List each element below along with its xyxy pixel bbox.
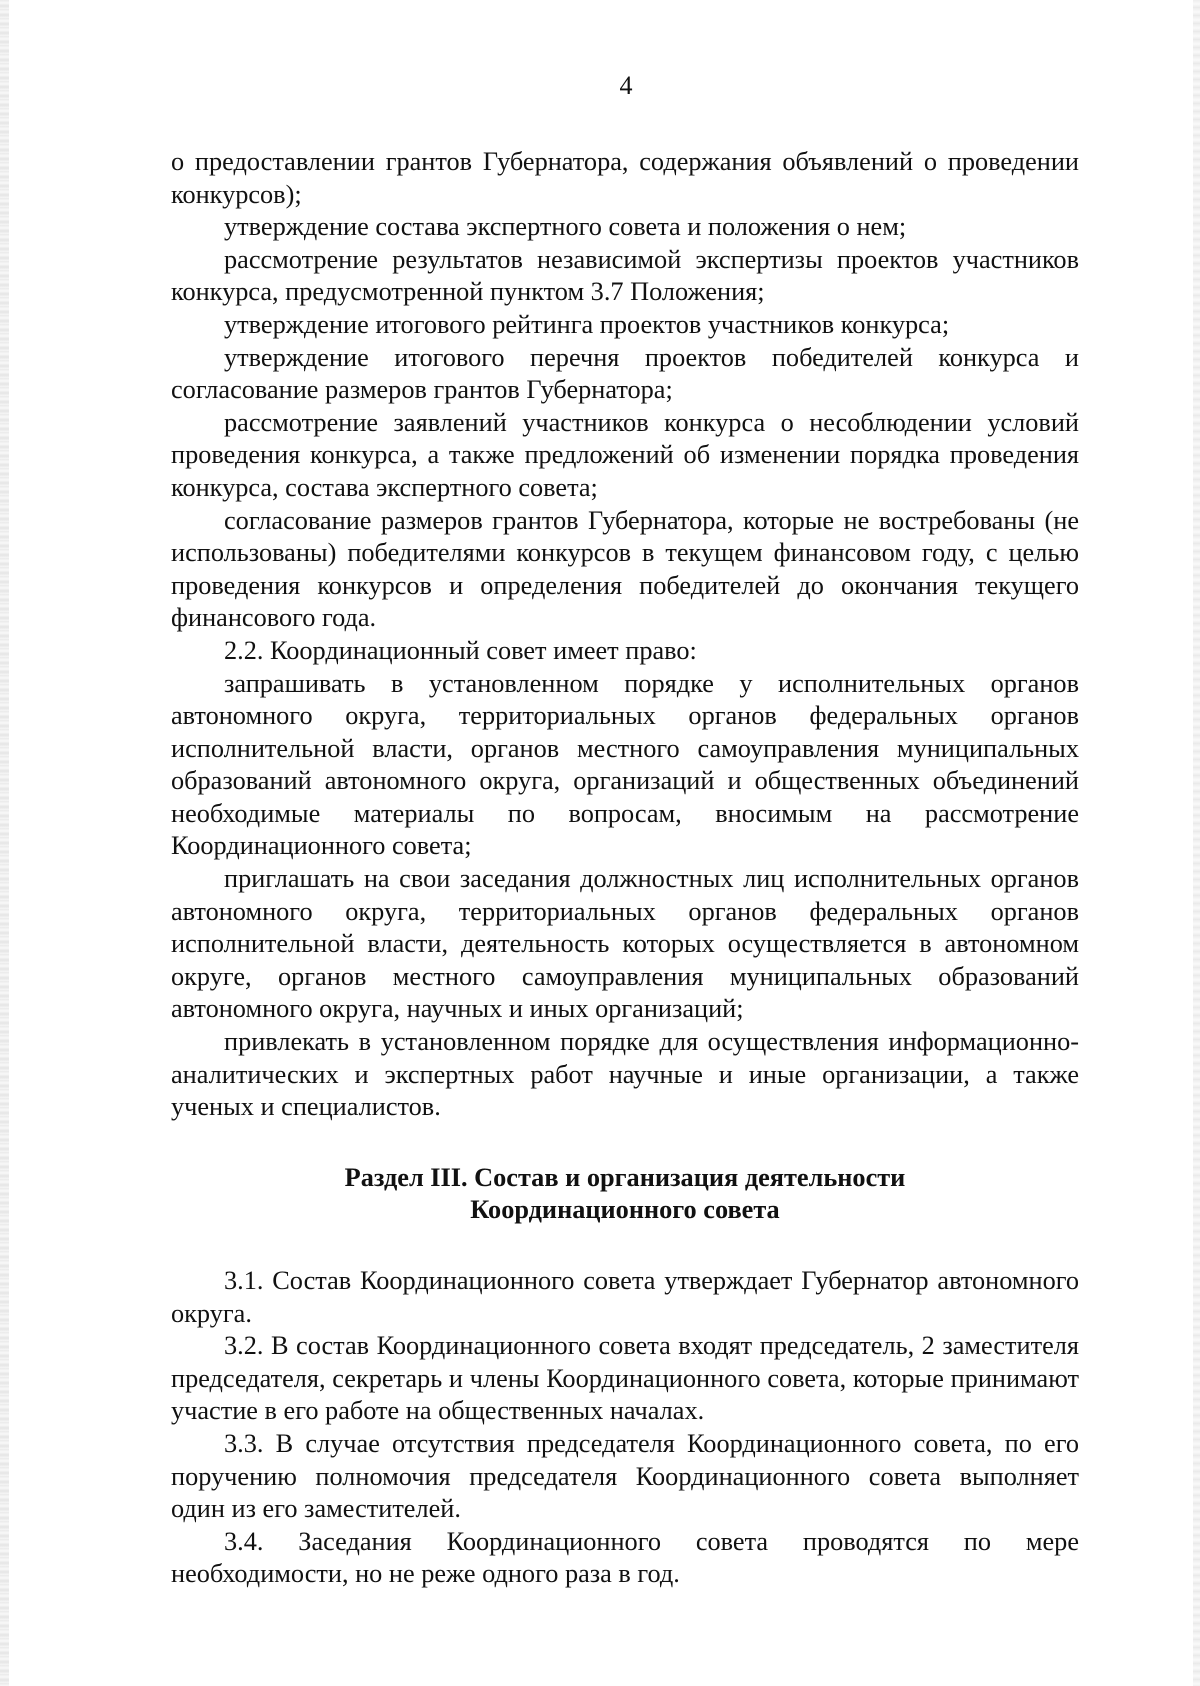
paragraph: согласование размеров грантов Губернатора, которые не востребованы (не использованы) победителями конкурсов в текущем финансовом году, с целью проведения конкурсов и определения победителей до окончания текущего финансового года. <box>171 505 1079 633</box>
paragraph: рассмотрение результатов независимой экспертизы проектов участников конкурса, предусмотренной пунктом 3.7 Положения; <box>171 244 1079 307</box>
paragraph-clause-3-2: 3.2. В состав Координационного совета входят председатель, 2 заместителя председателя, секретарь и члены Координационного совета, которые принимают участие в его работе на общественных началах. <box>171 1331 1079 1426</box>
paragraph: привлекать в установленном порядке для осуществления информационно-аналитических и экспертных работ научные и иные организации, а также ученых и специалистов. <box>171 1027 1079 1122</box>
paragraph-clause-3-3: 3.3. В случае отсутствия председателя Координационного совета, по его поручению полномочия председателя Координационного совета выполняет один из его заместителей. <box>171 1428 1079 1524</box>
paragraph-clause-2-2: 2.2. Координационный совет имеет право: <box>224 635 697 665</box>
paragraph-clause-3-1: 3.1. Состав Координационного совета утверждает Губернатор автономного округа. <box>171 1266 1079 1328</box>
section-heading <box>171 1162 1079 1227</box>
paragraph: утверждение итогового рейтинга проектов участников конкурса; <box>224 309 950 339</box>
scan-edge-left <box>0 0 9 1686</box>
paragraph-clause-3-4: 3.4. Заседания Координационного совета проводятся по мере необходимости, но не реже одного раза в год. <box>171 1526 1079 1589</box>
paragraph-continuation: о предоставлении грантов Губернатора, содержания объявлений о проведении конкурсов); <box>171 147 1079 209</box>
section-heading-line-2: Координационного совета <box>470 1195 780 1225</box>
document-body <box>171 146 1079 1591</box>
paragraph: приглашать на свои заседания должностных лиц исполнительных органов автономного округа, территориальных органов федеральных органов исполнительной власти, деятельность которых осуществляется в автономном округе, органов местного самоуправления муниципальных образований автономного округа, научных и иных организаций; <box>171 864 1079 1024</box>
section-heading-line-1: Раздел III. Состав и организация деятельности <box>344 1162 906 1192</box>
paragraph: утверждение итогового перечня проектов победителей конкурса и согласование размеров грантов Губернатора; <box>171 342 1079 405</box>
paragraph: утверждение состава экспертного совета и положения о нем; <box>224 212 907 242</box>
page-number: 4 <box>619 71 633 100</box>
scan-edge-right <box>1193 0 1200 1686</box>
paragraph: рассмотрение заявлений участников конкурса о несоблюдении условий проведения конкурса, а также предложений об изменении порядка проведения конкурса, состава экспертного совета; <box>171 407 1079 502</box>
paragraph: запрашивать в установленном порядке у исполнительных органов автономного округа, территориальных органов федеральных органов исполнительной власти, органов местного самоуправления муниципальных образований автономного округа, организаций и общественных объединений необходимые материалы по вопросам, вносимым на рассмотрение Координационного совета; <box>171 668 1079 861</box>
